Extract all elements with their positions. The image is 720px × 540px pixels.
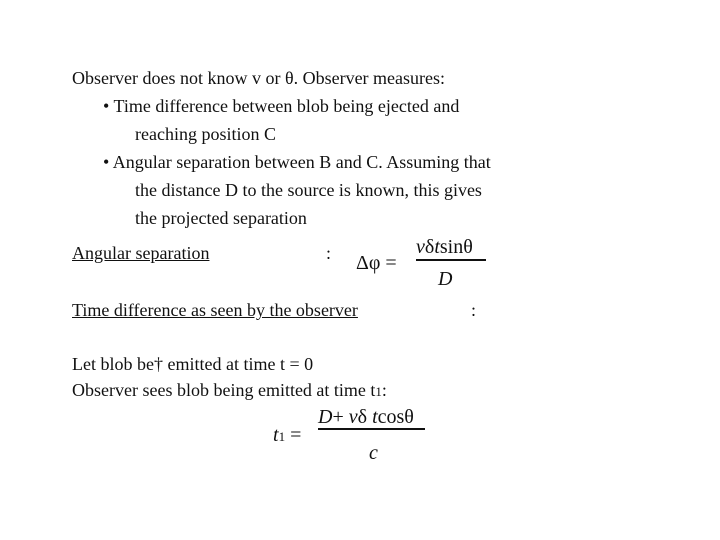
- bullet-time-difference: • Time difference between blob being ejected and: [103, 96, 460, 116]
- emission-line-1: Let blob be† emitted at time t = 0: [72, 354, 314, 374]
- bullet-angular-separation-cont1: the distance D to the source is known, this gives: [135, 180, 482, 200]
- bullet-angular-separation-cont2: the projected separation: [135, 208, 307, 228]
- bullet-angular-separation: • Angular separation between B and C. Assuming that: [103, 152, 491, 172]
- angular-separation-label: Angular separation: [72, 243, 210, 263]
- bullet-time-difference-cont: reaching position C: [135, 124, 276, 144]
- angular-fraction-bar: [416, 259, 486, 261]
- t1-denominator: c: [369, 442, 378, 464]
- time-difference-label: Time difference as seen by the observer: [72, 300, 358, 320]
- angular-denominator: D: [438, 268, 453, 290]
- delta-phi-lhs: Δφ =: [356, 252, 397, 274]
- emission-line-2: Observer sees blob being emitted at time t1:: [72, 380, 387, 400]
- t1-numerator: D+ vδ tcosθ: [318, 406, 414, 428]
- t1-lhs: t1 =: [273, 424, 302, 446]
- angular-separation-colon: :: [326, 243, 332, 263]
- angular-numerator: vδtsinθ: [416, 236, 473, 258]
- time-difference-colon: :: [471, 300, 477, 320]
- intro-text: Observer does not know v or θ. Observer measures:: [72, 68, 446, 88]
- t1-fraction-bar: [318, 428, 425, 430]
